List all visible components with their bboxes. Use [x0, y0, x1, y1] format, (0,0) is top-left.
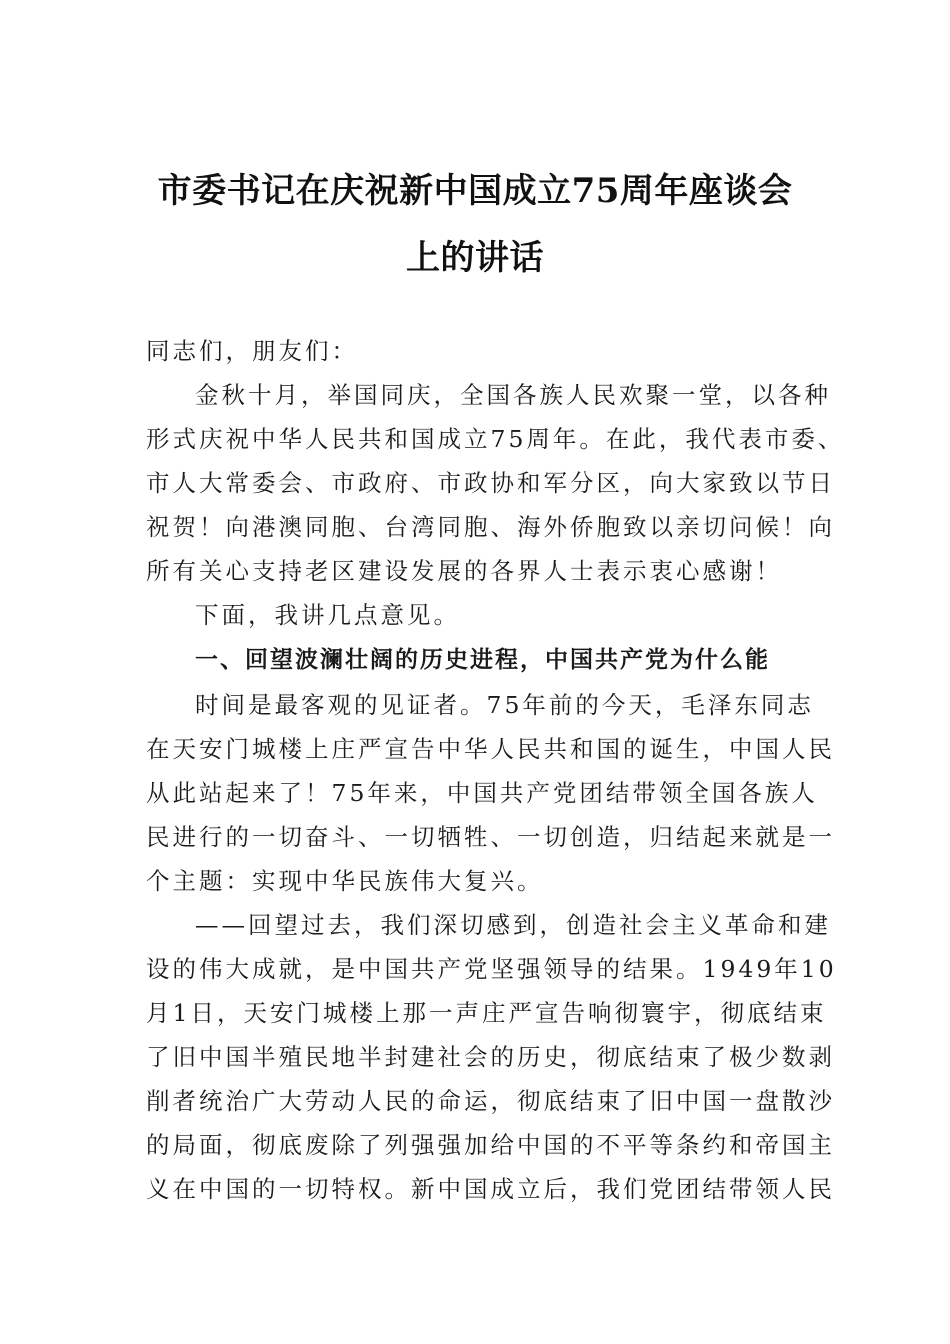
paragraph-line: 了旧中国半殖民地半封建社会的历史，彻底结束了极少数剥 [146, 1043, 835, 1071]
salutation: 同志们，朋友们： [146, 337, 358, 365]
paragraph-line: 民进行的一切奋斗、一切牺牲、一切创造，归结起来就是一 [146, 823, 835, 851]
paragraph-line: 所有关心支持老区建设发展的各界人士表示衷心感谢！ [146, 557, 782, 585]
paragraph-line: 的局面，彻底废除了列强强加给中国的不平等条约和帝国主 [146, 1131, 835, 1159]
paragraph-line: 金秋十月，举国同庆，全国各族人民欢聚一堂，以各种 [195, 381, 831, 409]
paragraph-line: 从此站起来了！75年来，中国共产党团结带领全国各族人 [146, 779, 818, 807]
document-title-line-1: 市委书记在庆祝新中国成立75周年座谈会 [157, 171, 793, 211]
paragraph-line: 在天安门城楼上庄严宣告中华人民共和国的诞生，中国人民 [146, 735, 835, 763]
paragraph-line: 祝贺！向港澳同胞、台湾同胞、海外侨胞致以亲切问候！向 [146, 513, 835, 541]
paragraph-line: 削者统治广大劳动人民的命运，彻底结束了旧中国一盘散沙 [146, 1087, 835, 1115]
paragraph-line: ——回望过去，我们深切感到，创造社会主义革命和建 [195, 911, 831, 939]
document-title-line-2: 上的讲话 [406, 238, 544, 278]
paragraph-line: 月1日，天安门城楼上那一声庄严宣告响彻寰宇，彻底结束 [146, 999, 827, 1027]
paragraph-line: 个主题：实现中华民族伟大复兴。 [146, 867, 544, 895]
paragraph-line: 市人大常委会、市政府、市政协和军分区，向大家致以节日 [146, 469, 835, 497]
paragraph-line: 设的伟大成就，是中国共产党坚强领导的结果。1949年10 [146, 955, 837, 983]
paragraph-line: 下面，我讲几点意见。 [195, 601, 460, 629]
section-heading: 一、回望波澜壮阔的历史进程，中国共产党为什么能 [195, 647, 770, 673]
paragraph-line: 义在中国的一切特权。新中国成立后，我们党团结带领人民 [146, 1175, 835, 1203]
paragraph-line: 形式庆祝中华人民共和国成立75周年。在此，我代表市委、 [146, 425, 845, 453]
paragraph-line: 时间是最客观的见证者。75年前的今天，毛泽东同志 [195, 691, 814, 719]
